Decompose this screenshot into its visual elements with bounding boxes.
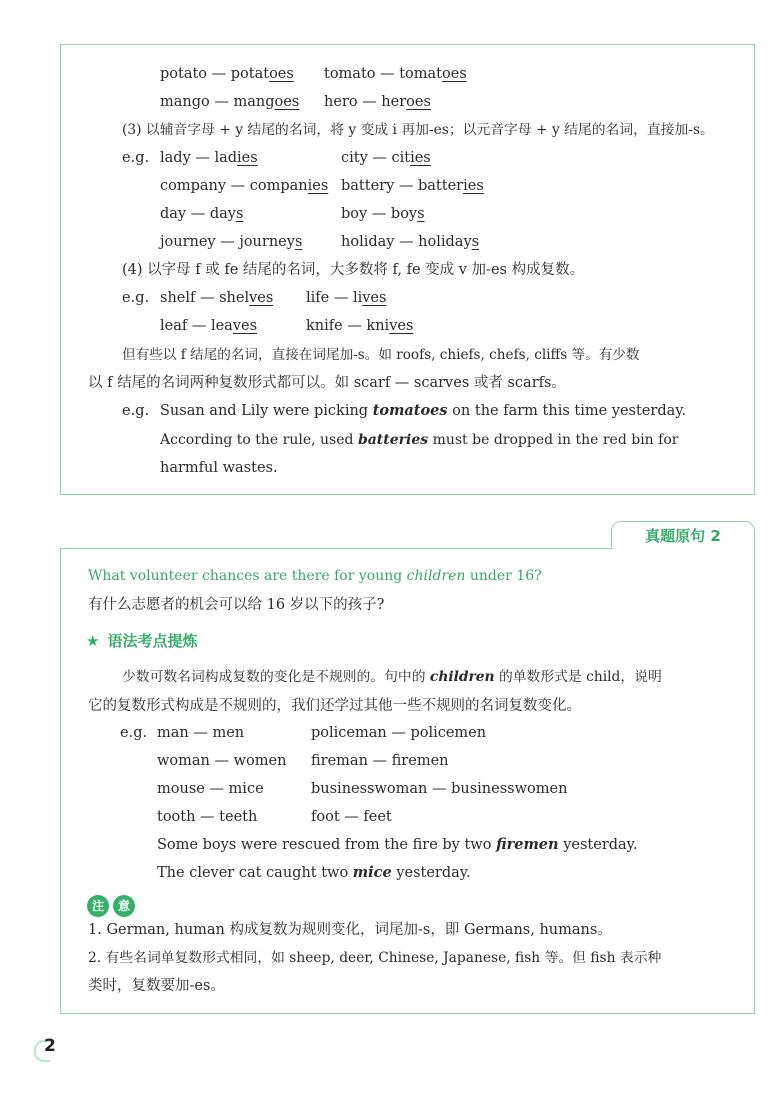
example-pair: potato — potatoes <box>160 66 294 82</box>
page-number: 2 <box>44 1036 56 1056</box>
example-pair: knife — knives <box>306 318 414 334</box>
example-pair: mango — mangoes <box>160 94 300 110</box>
exception-note: 但有些以 f 结尾的名词，直接在词尾加-s。如 roofs, chiefs, chefs, cliffs 等。有少数 <box>122 347 640 363</box>
example-pair: leaf — leaves <box>160 318 258 334</box>
eg-label: e.g. <box>122 290 150 306</box>
example-sentence: Susan and Lily were picking tomatoes on the farm this time yesterday. <box>160 402 687 419</box>
example-pair: shelf — shelves <box>160 290 274 306</box>
star-icon: ★ <box>86 632 100 650</box>
example-pair: boy — boys <box>341 206 425 222</box>
note-item: 1. German, human 构成复数为规则变化，词尾加-s，即 Germans, humans。 <box>88 922 612 938</box>
example-pair: city — cities <box>341 150 431 166</box>
irregular-pair: mouse — mice <box>157 781 264 797</box>
irregular-pair: policeman — policemen <box>311 725 487 741</box>
example-pair: life — lives <box>306 290 387 306</box>
section-tab: 真题原句 2 <box>611 521 755 549</box>
example-sentence: Some boys were rescued from the fire by two firemen yesterday. <box>157 836 638 853</box>
irregular-pair: businesswoman — businesswomen <box>311 781 568 797</box>
explanation: 它的复数形式构成是不规则的，我们还学过其他一些不规则的名词复数变化。 <box>88 698 581 714</box>
irregular-pair: foot — feet <box>311 809 392 825</box>
note-badge: 注 <box>87 895 109 917</box>
note-item: 类时，复数要加-es。 <box>88 978 225 994</box>
note-badge: 意 <box>113 895 135 917</box>
irregular-pair: fireman — firemen <box>311 753 449 769</box>
eg-label: e.g. <box>122 150 150 166</box>
note-item: 2. 有些名词单复数形式相同，如 sheep, deer, Chinese, Japanese, fish 等。但 fish 表示种 <box>88 950 662 966</box>
eg-label: e.g. <box>122 403 150 419</box>
example-sentence: According to the rule, used batteries must be dropped in the red bin for <box>160 432 679 448</box>
example-pair: tomato — tomatoes <box>324 66 467 82</box>
grammar-heading: ★ 语法考点提炼 <box>86 632 198 650</box>
example-pair: company — companies <box>160 178 329 194</box>
example-pair: hero — heroes <box>324 94 431 110</box>
explanation: 少数可数名词构成复数的变化是不规则的。句中的 children 的单数形式是 child，说明 <box>122 669 662 685</box>
example-pair: battery — batteries <box>341 178 484 194</box>
example-sentence: harmful wastes. <box>160 460 278 476</box>
example-sentence: The clever cat caught two mice yesterday. <box>157 864 471 881</box>
rule-4: (4) 以字母 f 或 fe 结尾的名词，大多数将 f, fe 变成 v 加-es 构成复数。 <box>122 262 585 278</box>
example-pair: journey — journeys <box>160 234 303 250</box>
tab-joint <box>612 547 754 550</box>
irregular-pair: woman — women <box>157 753 287 769</box>
example-pair: day — days <box>160 206 244 222</box>
eg-label: e.g. <box>120 725 148 741</box>
irregular-pair: man — men <box>157 725 245 741</box>
sentence-translation: 有什么志愿者的机会可以给 16 岁以下的孩子? <box>88 597 385 613</box>
irregular-pair: tooth — teeth <box>157 809 258 825</box>
example-pair: holiday — holidays <box>341 234 480 250</box>
rule-3: (3) 以辅音字母 + y 结尾的名词，将 y 变成 i 再加-es；以元音字母 + y 结尾的名词，直接加-s。 <box>122 122 714 138</box>
exception-note: 以 f 结尾的名词两种复数形式都可以。如 scarf — scarves 或者 scarfs。 <box>88 375 566 391</box>
original-sentence: What volunteer chances are there for young children under 16? <box>88 568 542 584</box>
example-pair: lady — ladies <box>160 150 258 166</box>
